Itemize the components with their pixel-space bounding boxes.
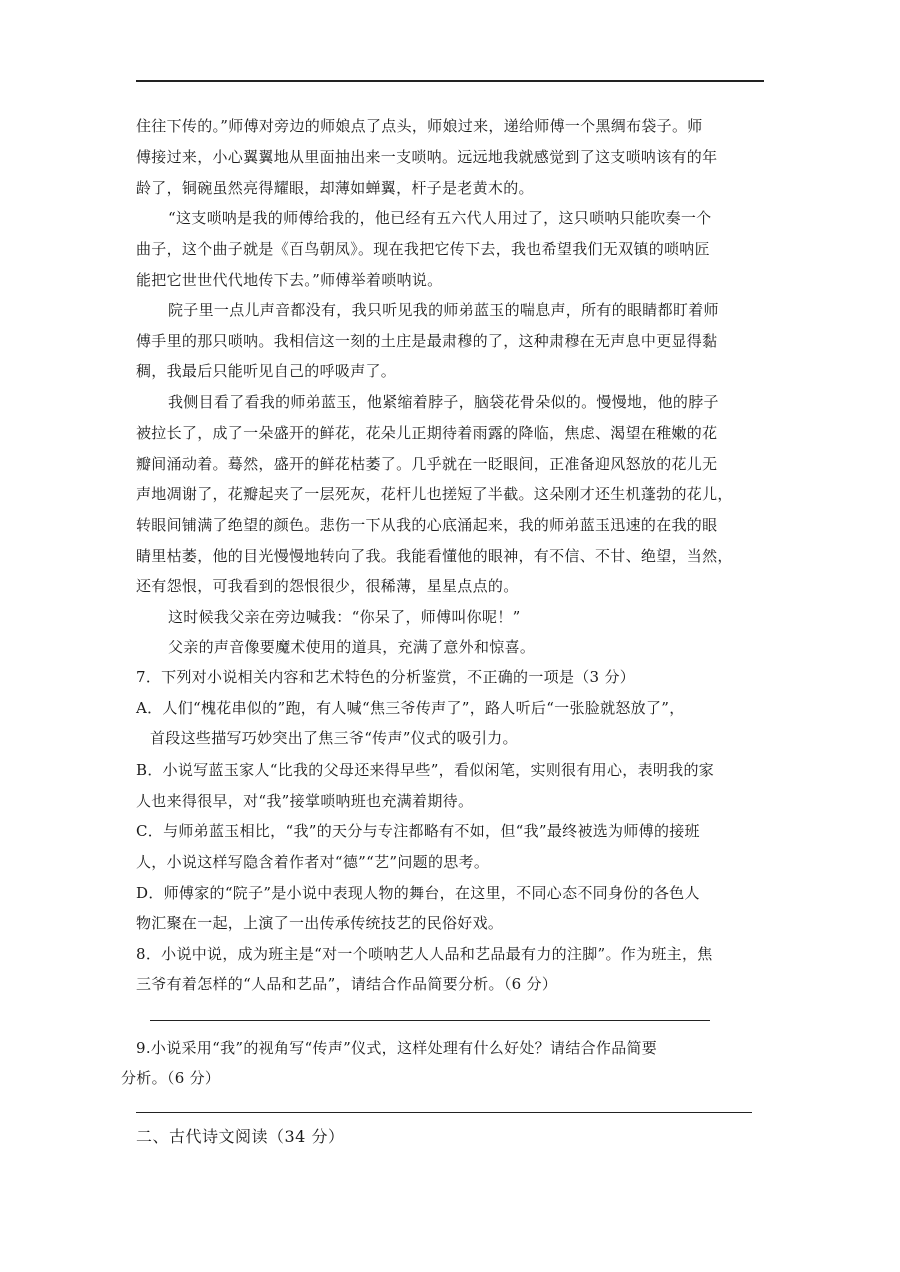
option-b-cont: 人也来得很早，对“我”接掌唢呐班也充满着期待。	[136, 792, 474, 810]
passage-line: 我侧目看了看我的师弟蓝玉，他紧缩着脖子，脑袋花骨朵似的。慢慢地，他的脖子	[168, 393, 719, 411]
passage-line: 傅接过来，小心翼翼地从里面抽出来一支唢呐。远远地我就感觉到了这支唢呐该有的年	[136, 148, 718, 166]
answer-line-9[interactable]	[136, 1112, 752, 1113]
answer-line-8[interactable]	[150, 1020, 710, 1021]
question-stem-cont: 分析。（6 分）	[121, 1069, 221, 1087]
passage-line: 睛里枯萎，他的目光慢慢地转向了我。我能看懂他的眼神，有不信、不甘、绝望，当然，	[136, 547, 733, 565]
option-d: D．师傅家的“院子”是小说中表现人物的舞台，在这里，不同心态不同身份的各色人	[136, 884, 700, 902]
option-d-cont: 物汇聚在一起，上演了一出传承传统技艺的民俗好戏。	[136, 914, 504, 932]
passage-line: 被拉长了，成了一朵盛开的鲜花，花朵儿正期待着雨露的降临，焦虑、渴望在稚嫩的花	[136, 424, 718, 442]
question-stem: 7．下列对小说相关内容和艺术特色的分析鉴赏，不正确的一项是（3 分）	[136, 668, 636, 686]
question-stem: 8．小说中说，成为班主是“对一个唢呐艺人人品和艺品最有力的注脚”。作为班主，焦	[136, 945, 713, 963]
option-a-cont: 首段这些描写巧妙突出了焦三爷“传声”仪式的吸引力。	[150, 729, 518, 747]
passage-line: 瓣间涌动着。蓦然，盛开的鲜花枯萎了。几乎就在一眨眼间，正准备迎风怒放的花儿无	[136, 455, 718, 473]
passage-line: 能把它世世代代地传下去。”师傅举着唢呐说。	[136, 271, 443, 289]
option-c-cont: 人，小说这样写隐含着作者对“德”“艺”问题的思考。	[136, 853, 490, 871]
option-b: B．小说写蓝玉家人“比我的父母还来得早些”，看似闲笔，实则很有用心，表明我的家	[136, 761, 715, 779]
section-heading: 二、古代诗文阅读（34 分）	[136, 1127, 345, 1146]
passage-line: 父亲的声音像要魔术使用的道具，充满了意外和惊喜。	[168, 638, 536, 656]
option-a: A．人们“槐花串似的”跑，有人喊“焦三爷传声了”，路人听后“一张脸就怒放了”，	[136, 699, 685, 717]
top-rule	[136, 80, 764, 82]
passage-line: 龄了，铜碗虽然亮得耀眼，却薄如蝉翼，杆子是老黄木的。	[136, 179, 534, 197]
passage-line: 院子里一点儿声音都没有，我只听见我的师弟蓝玉的喘息声，所有的眼睛都盯着师	[168, 301, 719, 319]
question-stem: 9.小说采用“我”的视角写“传声”仪式，这样处理有什么好处？请结合作品简要	[136, 1039, 658, 1057]
passage-line: 曲子，这个曲子就是《百鸟朝凤》。现在我把它传下去，我也希望我们无双镇的唢呐匠	[136, 240, 710, 258]
passage-line: 声地凋谢了，花瓣起夹了一层死灰，花杆儿也搓短了半截。这朵刚才还生机蓬勃的花儿，	[136, 485, 733, 503]
option-c: C．与师弟蓝玉相比，“我”的天分与专注都略有不如，但“我”最终被选为师傅的接班	[136, 822, 700, 840]
passage-line: 稠，我最后只能听见自己的呼吸声了。	[136, 362, 397, 380]
passage-line: “这支唢呐是我的师傅给我的，他已经有五六代人用过了，这只唢呐只能吹奏一个	[168, 209, 712, 227]
passage-line: 住往下传的。”师傅对旁边的师娘点了点头，师娘过来，递给师傅一个黑绸布袋子。师	[136, 117, 703, 135]
passage-line: 还有怨恨，可我看到的怨恨很少，很稀薄，星星点点的。	[136, 577, 519, 595]
question-stem-cont: 三爷有着怎样的“人品和艺品”，请结合作品简要分析。（6 分）	[136, 975, 558, 993]
passage-line: 这时候我父亲在旁边喊我：“你呆了，师傅叫你呢！”	[168, 608, 521, 626]
passage-line: 转眼间铺满了绝望的颜色。悲伤一下从我的心底涌起来，我的师弟蓝玉迅速的在我的眼	[136, 516, 718, 534]
passage-line: 傅手里的那只唢呐。我相信这一刻的土庄是最肃穆的了，这种肃穆在无声息中更显得黏	[136, 332, 718, 350]
